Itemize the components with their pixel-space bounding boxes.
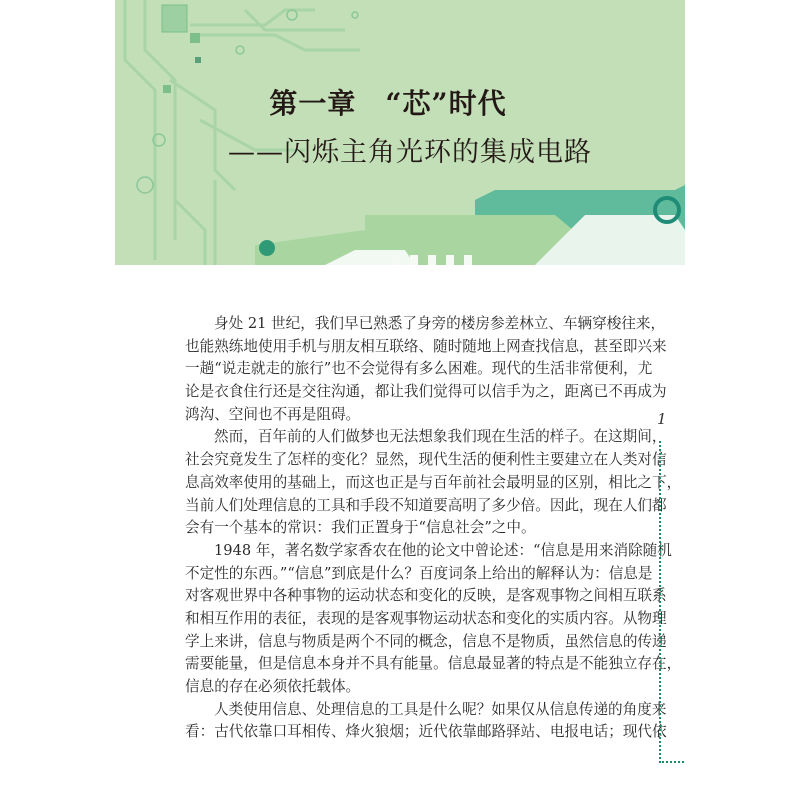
- text-line: 也能熟练地使用手机与朋友相互联络、随时随地上网查找信息，甚至即兴来: [185, 337, 667, 355]
- text-line: 对客观世界中各种事物的运动状态和变化的反映，是客观事物之间相互联系: [185, 587, 667, 605]
- paragraph: [185, 426, 682, 539]
- body-text: [185, 313, 682, 744]
- page-number: 1: [657, 410, 667, 428]
- footer-dotted-line: [662, 761, 684, 763]
- text-line: 学上来讲，信息与物质是两个不同的概念，信息不是物质，虽然信息的传递: [185, 632, 667, 650]
- paragraph: [185, 313, 667, 426]
- chapter-banner: [115, 0, 685, 265]
- text-line: 会有一个基本的常识：我们正置身于“信息社会”之中。: [185, 519, 536, 537]
- text-line: 一趟“说走就走的旅行”也不会觉得有多么困难。现代的生活非常便利，尤: [185, 360, 653, 378]
- text-line: 息高效率使用的基础上，而这也正是与百年前社会最明显的区别，相比之下，: [185, 473, 682, 491]
- text-line: 当前人们处理信息的工具和手段不知道要高明了多少倍。因此，现在人们都: [185, 496, 667, 514]
- chapter-title: 第一章 “芯”时代: [269, 87, 507, 120]
- text-line: 鸿沟、空间也不再是阻碍。: [185, 405, 361, 423]
- paragraph: [185, 699, 667, 744]
- text-line: 不定性的东西。”“信息”到底是什么？百度词条上给出的解释认为：信息是: [185, 564, 653, 582]
- text-line: 社会究竟发生了怎样的变化？显然，现代生活的便利性主要建立在人类对信: [185, 451, 667, 469]
- text-line: 身处 21 世纪，我们早已熟悉了身旁的楼房参差林立、车辆穿梭往来，: [214, 315, 666, 332]
- margin-dotted-line: [659, 441, 661, 763]
- text-line: 信息的存在必须依托载体。: [185, 678, 361, 695]
- text-line: 人类使用信息、处理信息的工具是什么呢？如果仅从信息传递的角度来: [214, 700, 667, 718]
- text-line: 和相互作用的表征，表现的是客观事物运动状态和变化的实质内容。从物理: [185, 609, 667, 627]
- text-line: 看：古代依靠口耳相传、烽火狼烟；近代依靠邮路驿站、电报电话；现代依: [185, 723, 667, 741]
- text-line: 论是衣食住行还是交往沟通，都让我们觉得可以信手为之，距离已不再成为: [185, 383, 667, 401]
- text-line: 1948 年，著名数学家香农在他的论文中曾论述：“信息是用来消除随机: [214, 541, 672, 559]
- paragraph: [185, 540, 682, 699]
- text-line: 需要能量，但是信息本身并不具有能量。信息最显著的特点是不能独立存在，: [185, 655, 682, 673]
- text-line: 然而，百年前的人们做梦也无法想象我们现在生活的样子。在这期间，: [214, 428, 667, 446]
- chapter-subtitle: ——闪烁主角光环的集成电路: [228, 137, 592, 168]
